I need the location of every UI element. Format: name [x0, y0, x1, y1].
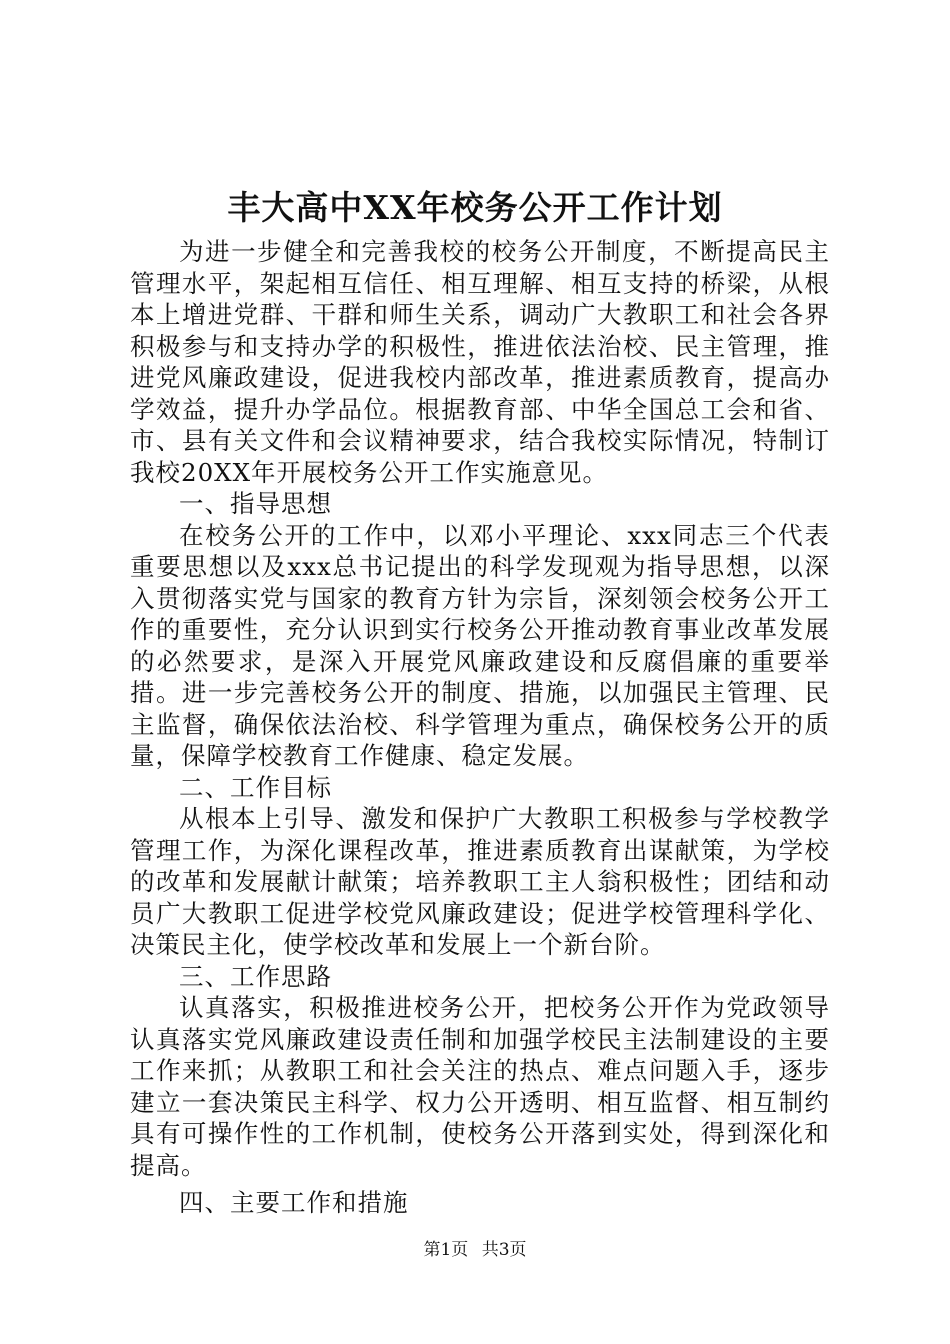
intro-paragraph: 为进一步健全和完善我校的校务公开制度，不断提高民主管理水平，架起相互信任、相互理解、相互支持的桥梁，从根本上增进党群、干群和师生关系，调动广大教职工和社会各界积极参与和支持办学的积极性，推进依法治校、民主管理，推进党风廉政建设，促进我校内部改革，推进素质教育，提高办学效益，提升办学品位。根据教育部、中华全国总工会和省、市、县有关文件和会议精神要求，结合我校实际情况，特制订我校20XX年开展校务公开工作实施意见。	[130, 237, 830, 487]
page-number: 第1页	[423, 1240, 469, 1260]
section-heading-work-approach: 三、工作思路	[179, 961, 332, 991]
section-paragraph-guiding-ideology: 在校务公开的工作中，以邓小平理论、xxx同志三个代表重要思想以及xxx总书记提出的科学发现观为指导思想，以深入贯彻落实党与国家的教育方针为宗旨，深刻领会校务公开工作的重要性，充分认识到实行校务公开推动教育事业改革发展的必然要求，是深入开展党风廉政建设和反腐倡廉的重要举措。进一步完善校务公开的制度、措施，以加强民主管理、民主监督，确保依法治校、科学管理为重点，确保校务公开的质量，保障学校教育工作健康、稳定发展。	[130, 520, 830, 770]
page-footer	[0, 1238, 950, 1262]
page-total: 共3页	[481, 1240, 527, 1260]
section-heading-main-measures: 四、主要工作和措施	[179, 1188, 409, 1217]
section-paragraph-work-approach: 认真落实，积极推进校务公开，把校务公开作为党政领导认真落实党风廉政建设责任制和加强学校民主法制建设的主要工作来抓；从教职工和社会关注的热点、难点问题入手，逐步建立一套决策民主科学、权力公开透明、相互监督、相互制约具有可操作性的工作机制，使校务公开落到实处，得到深化和提高。	[130, 993, 830, 1180]
section-paragraph-work-goals: 从根本上引导、激发和保护广大教职工积极参与学校教学管理工作，为深化课程改革，推进素质教育出谋献策，为学校的改革和发展献计献策；培养教职工主人翁积极性；团结和动员广大教职工促进学校党风廉政建设；促进学校管理科学化、决策民主化，使学校改革和发展上一个新台阶。	[130, 804, 830, 959]
document-body	[130, 236, 830, 1219]
document-title: 丰大高中XX年校务公开工作计划	[227, 188, 723, 227]
section-heading-work-goals: 二、工作目标	[179, 772, 332, 802]
section-heading-guiding-ideology: 一、指导思想	[179, 489, 332, 518]
